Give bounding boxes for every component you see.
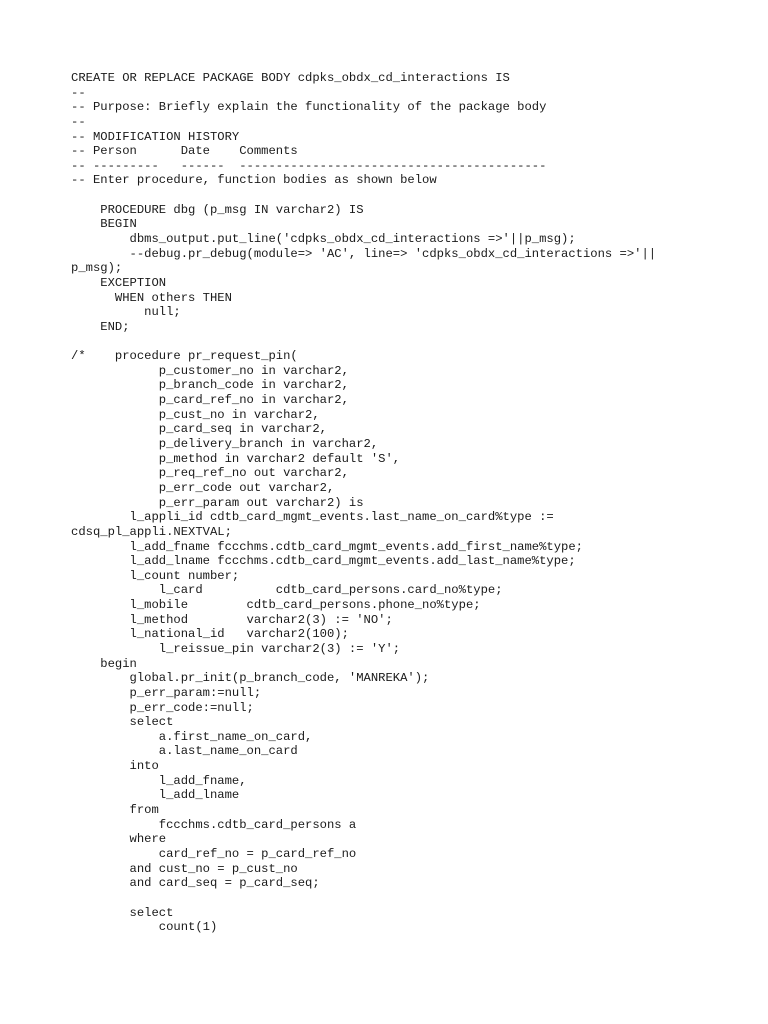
code-line: -- Person Date Comments	[71, 144, 298, 159]
code-line: cdsq_pl_appli.NEXTVAL;	[71, 524, 232, 539]
code-line: p_req_ref_no out varchar2,	[71, 466, 349, 481]
code-line: --	[71, 114, 86, 129]
code-line: l_card cdtb_card_persons.card_no%type;	[71, 583, 503, 598]
code-line: l_appli_id cdtb_card_mgmt_events.last_name_on_card%type :=	[71, 510, 554, 525]
code-line: dbms_output.put_line('cdpks_obdx_cd_interactions =>'||p_msg);	[71, 232, 576, 247]
code-line: -- MODIFICATION HISTORY	[71, 129, 240, 144]
code-line: p_err_param out varchar2) is	[71, 495, 364, 510]
code-line	[71, 891, 711, 906]
code-line: PROCEDURE dbg (p_msg IN varchar2) IS	[71, 202, 364, 217]
code-line: p_card_seq in varchar2,	[71, 422, 327, 437]
code-line: l_reissue_pin varchar2(3) := 'Y';	[71, 641, 401, 656]
code-line: l_count number;	[71, 568, 240, 583]
code-line: WHEN others THEN	[71, 290, 232, 305]
code-line: null;	[71, 305, 181, 320]
code-line: -- --------- ------ ------------------------------------------	[71, 158, 547, 173]
code-line: l_add_lname fccchms.cdtb_card_mgmt_events.add_last_name%type;	[71, 554, 576, 569]
code-line: p_delivery_branch in varchar2,	[71, 437, 379, 452]
code-line: END;	[71, 319, 130, 334]
code-line	[71, 335, 711, 350]
code-line: select	[71, 905, 174, 920]
code-line: begin	[71, 656, 137, 671]
code-line: l_mobile cdtb_card_persons.phone_no%type;	[71, 598, 481, 613]
code-line: p_branch_code in varchar2,	[71, 378, 349, 393]
code-line: and card_seq = p_card_seq;	[71, 876, 320, 891]
code-line: l_add_fname,	[71, 773, 247, 788]
code-line: p_cust_no in varchar2,	[71, 407, 320, 422]
code-line: select	[71, 715, 174, 730]
code-line: p_err_param:=null;	[71, 685, 262, 700]
code-line: /* procedure pr_request_pin(	[71, 349, 298, 364]
code-line: BEGIN	[71, 217, 137, 232]
code-line: -- Enter procedure, function bodies as shown below	[71, 173, 437, 188]
code-line: from	[71, 803, 159, 818]
code-line: p_err_code out varchar2,	[71, 480, 335, 495]
code-line: p_card_ref_no in varchar2,	[71, 393, 349, 408]
code-line: CREATE OR REPLACE PACKAGE BODY cdpks_obdx_cd_interactions IS	[71, 71, 510, 85]
code-line: l_add_lname	[71, 788, 240, 803]
code-line: EXCEPTION	[71, 275, 167, 290]
code-line: --	[71, 85, 86, 100]
code-line: card_ref_no = p_card_ref_no	[71, 846, 357, 861]
code-line: p_err_code:=null;	[71, 700, 254, 715]
code-line: p_customer_no in varchar2,	[71, 363, 349, 378]
code-line: l_add_fname fccchms.cdtb_card_mgmt_events.add_first_name%type;	[71, 539, 583, 554]
code-line	[71, 188, 711, 203]
code-line: and cust_no = p_cust_no	[71, 861, 298, 876]
code-line: --debug.pr_debug(module=> 'AC', line=> 'cdpks_obdx_cd_interactions =>'||	[71, 246, 657, 261]
code-line: l_method varchar2(3) := 'NO';	[71, 612, 393, 627]
code-line: p_method in varchar2 default 'S',	[71, 451, 401, 466]
code-line: a.first_name_on_card,	[71, 729, 313, 744]
code-line: count(1)	[71, 920, 218, 935]
code-line: -- Purpose: Briefly explain the functionality of the package body	[71, 100, 547, 115]
code-line: fccchms.cdtb_card_persons a	[71, 817, 357, 832]
code-line: p_msg);	[71, 261, 123, 276]
code-line: a.last_name_on_card	[71, 744, 298, 759]
code-line: into	[71, 759, 159, 774]
code-listing	[71, 71, 711, 935]
code-line: global.pr_init(p_branch_code, 'MANREKA');	[71, 671, 430, 686]
code-line: l_national_id varchar2(100);	[71, 627, 349, 642]
code-line: where	[71, 832, 167, 847]
